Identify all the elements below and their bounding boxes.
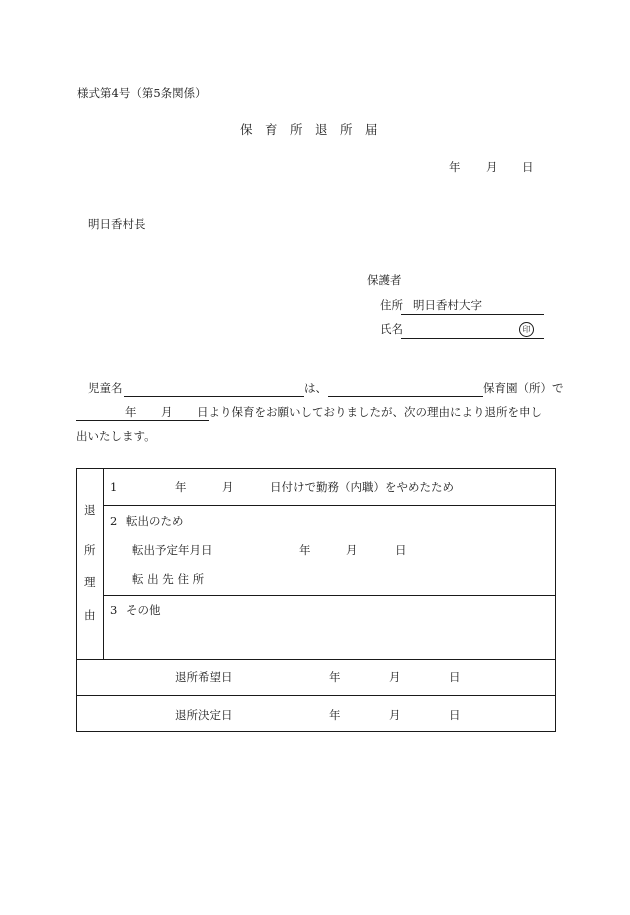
- guardian-address-label: 住所: [380, 298, 403, 312]
- side-label-2: 所: [84, 543, 96, 557]
- guardian-label: 保護者: [367, 273, 402, 287]
- desired-year: 年: [329, 670, 341, 684]
- reason3-number: 3: [110, 603, 118, 617]
- reason1-text: 日付けで勤務（内職）をやめたため: [270, 480, 454, 494]
- decided-date-label: 退所決定日: [175, 708, 233, 722]
- body-line3-text: 出いたします。: [76, 429, 156, 443]
- decided-year: 年: [329, 708, 341, 722]
- desired-day: 日: [449, 670, 461, 684]
- reason2-planned-label: 転出予定年月日: [132, 543, 213, 557]
- reason2-text: 転出のため: [126, 514, 184, 528]
- side-column-divider: [103, 468, 104, 659]
- desired-month: 月: [389, 670, 401, 684]
- side-label-1: 退: [84, 503, 96, 517]
- date-day-label: 日: [522, 160, 534, 174]
- nursery-underline[interactable]: [328, 396, 483, 397]
- desired-date-label: 退所希望日: [175, 670, 233, 684]
- reason2-year: 年: [299, 543, 311, 557]
- reason2-day: 日: [395, 543, 407, 557]
- row-divider-3: [76, 659, 556, 660]
- date-year-label: 年: [449, 160, 461, 174]
- page-title: 保 育 所 退 所 届: [240, 122, 378, 137]
- guardian-name-label: 氏名: [380, 322, 403, 336]
- date-month-label: 月: [486, 160, 498, 174]
- form-number: 様式第4号（第5条関係）: [77, 86, 207, 100]
- child-name-underline[interactable]: [124, 396, 304, 397]
- guardian-name-underline[interactable]: [401, 338, 544, 339]
- decided-day: 日: [449, 708, 461, 722]
- body-nursery: 保育園（所）で: [483, 381, 564, 395]
- row-divider-4: [76, 695, 556, 696]
- body-line2-text: 日より保育をお願いしておりましたが、次の理由により退所を申し: [197, 405, 542, 419]
- side-label-3: 理: [84, 575, 96, 589]
- reason1-month: 月: [222, 480, 234, 494]
- child-name-label: 児童名: [88, 381, 123, 395]
- body-ha: は、: [304, 381, 327, 395]
- seal-mark: 印: [519, 322, 534, 337]
- side-label-4: 由: [84, 608, 96, 622]
- start-date-underline[interactable]: [76, 420, 209, 421]
- start-month-label: 月: [161, 405, 173, 419]
- reason2-dest-label: 転 出 先 住 所: [132, 572, 205, 586]
- reason2-number: 2: [110, 514, 118, 528]
- row-divider-2: [103, 595, 556, 596]
- reason2-month: 月: [346, 543, 358, 557]
- addressee: 明日香村長: [88, 217, 146, 231]
- reason1-year: 年: [175, 480, 187, 494]
- reason1-number: 1: [110, 480, 118, 494]
- guardian-address-underline[interactable]: [401, 314, 544, 315]
- reason3-text: その他: [126, 603, 161, 617]
- guardian-address-value: 明日香村大字: [413, 298, 482, 312]
- decided-month: 月: [389, 708, 401, 722]
- row-divider-1: [103, 505, 556, 506]
- reason-table: [76, 468, 556, 732]
- start-year-label: 年: [125, 405, 137, 419]
